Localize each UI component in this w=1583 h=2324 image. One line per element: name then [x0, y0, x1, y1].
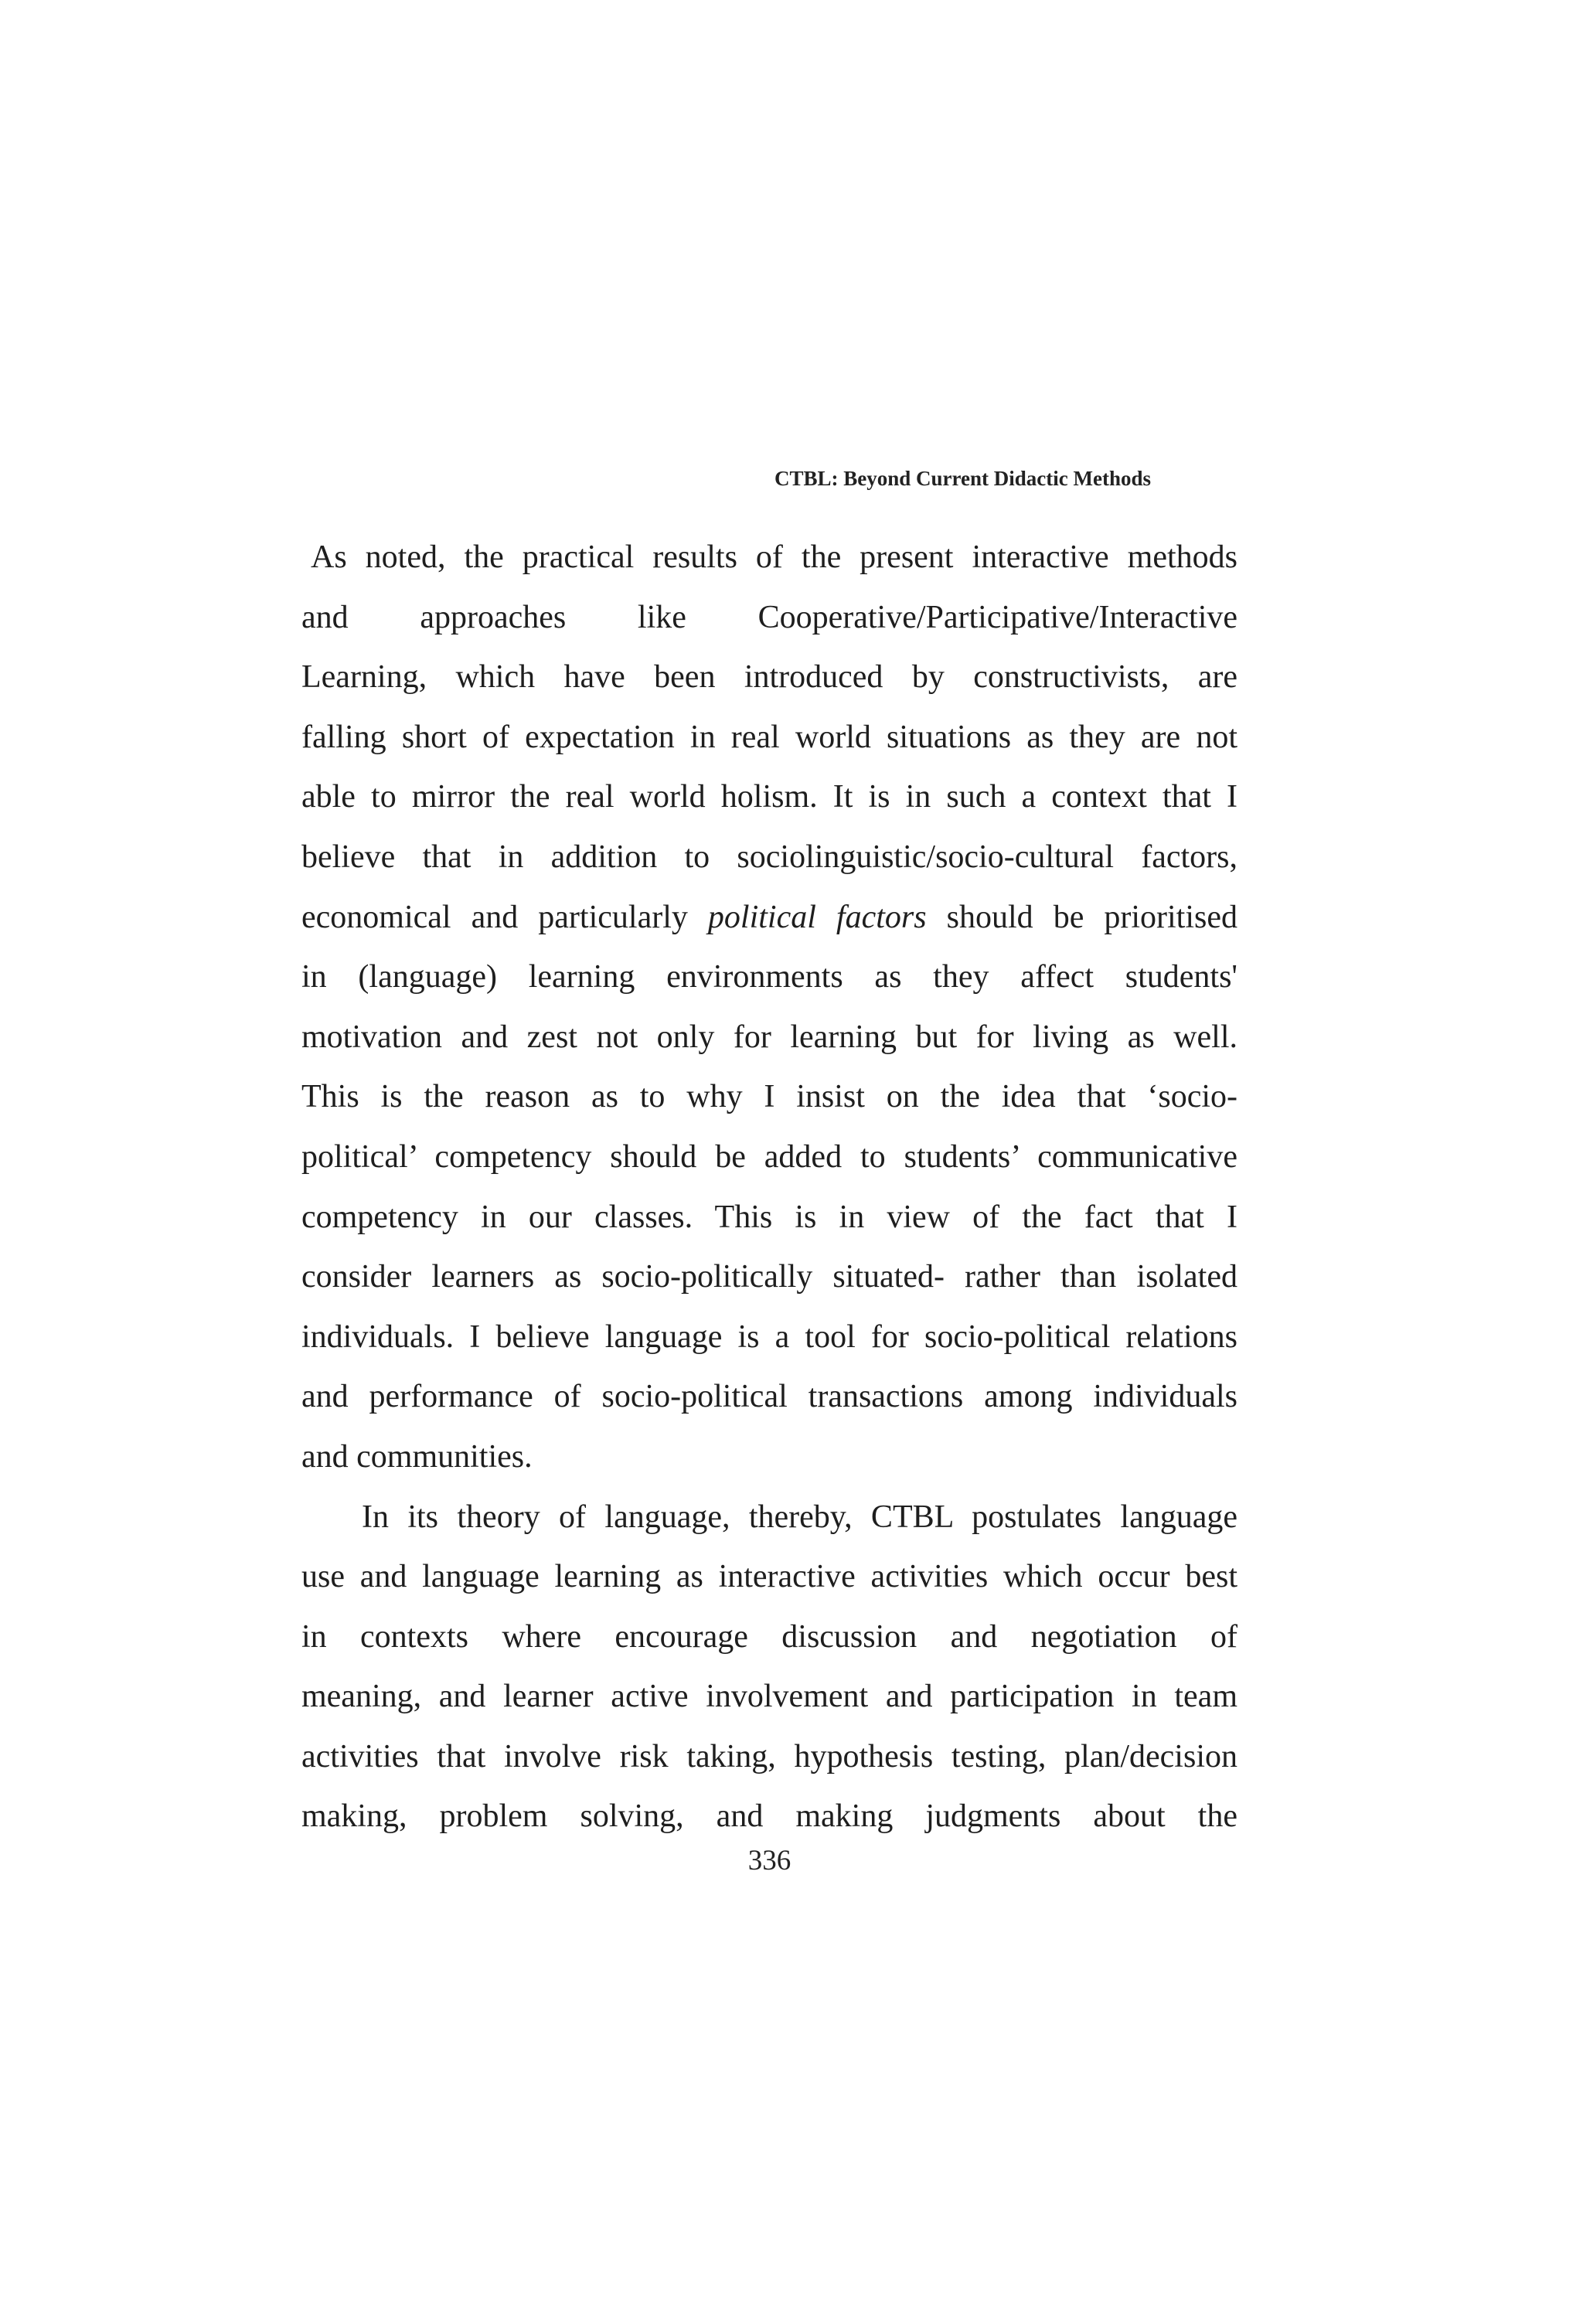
text-line: Learning, which have been introduced by constructivists, are [301, 659, 1237, 696]
paragraph-2 [301, 1488, 1237, 1848]
text-line: falling short of expectation in real world situations as they are not [301, 719, 1237, 755]
text-line: motivation and zest not only for learning but for living as well. [301, 1019, 1237, 1055]
text-line: believe that in addition to sociolinguistic/socio-cultural factors, [301, 839, 1237, 875]
text-line: competency in our classes. This is in view of the fact that I [301, 1199, 1237, 1235]
text-line: and communities. [301, 1438, 533, 1475]
text-run: should be prioritised [926, 899, 1238, 935]
text-line: In its theory of language, thereby, CTBL postulates language [362, 1499, 1237, 1535]
text-line: political’ competency should be added to students’ communicative [301, 1138, 1237, 1175]
text-line: meaning, and learner active involvement and participation in team [301, 1679, 1237, 1715]
text-line [301, 888, 1237, 948]
text-line: This is the reason as to why I insist on the idea that ‘socio- [301, 1079, 1237, 1115]
text-line: in contexts where encourage discussion and negotiation of [301, 1618, 1237, 1655]
text-line: activities that involve risk taking, hypothesis testing, plan/decision [301, 1738, 1237, 1774]
text-line: use and language learning as interactive activities which occur best [301, 1559, 1237, 1595]
text-line: As noted, the practical results of the present interactive methods [311, 539, 1237, 575]
text-line: in (language) learning environments as they affect students' [301, 959, 1237, 995]
body-text [301, 528, 1237, 1847]
page-number: 336 [747, 1845, 792, 1877]
text-line: able to mirror the real world holism. It is in such a context that I [301, 779, 1237, 815]
emphasized-term: political factors [707, 899, 927, 935]
text-line: consider learners as socio-politically situated- rather than isolated [301, 1259, 1237, 1295]
text-line: and approaches like Cooperative/Participative/Interactive [301, 599, 1237, 635]
paragraph-1 [301, 528, 1237, 1488]
text-line: making, problem solving, and making judgments about the [301, 1798, 1237, 1835]
text-line: individuals. I believe language is a tool for socio-political relations [301, 1319, 1237, 1355]
text-run: economical and particularly [301, 899, 708, 935]
running-header: CTBL: Beyond Current Didactic Methods [774, 467, 1152, 490]
text-line: and performance of socio-political transactions among individuals [301, 1379, 1237, 1415]
